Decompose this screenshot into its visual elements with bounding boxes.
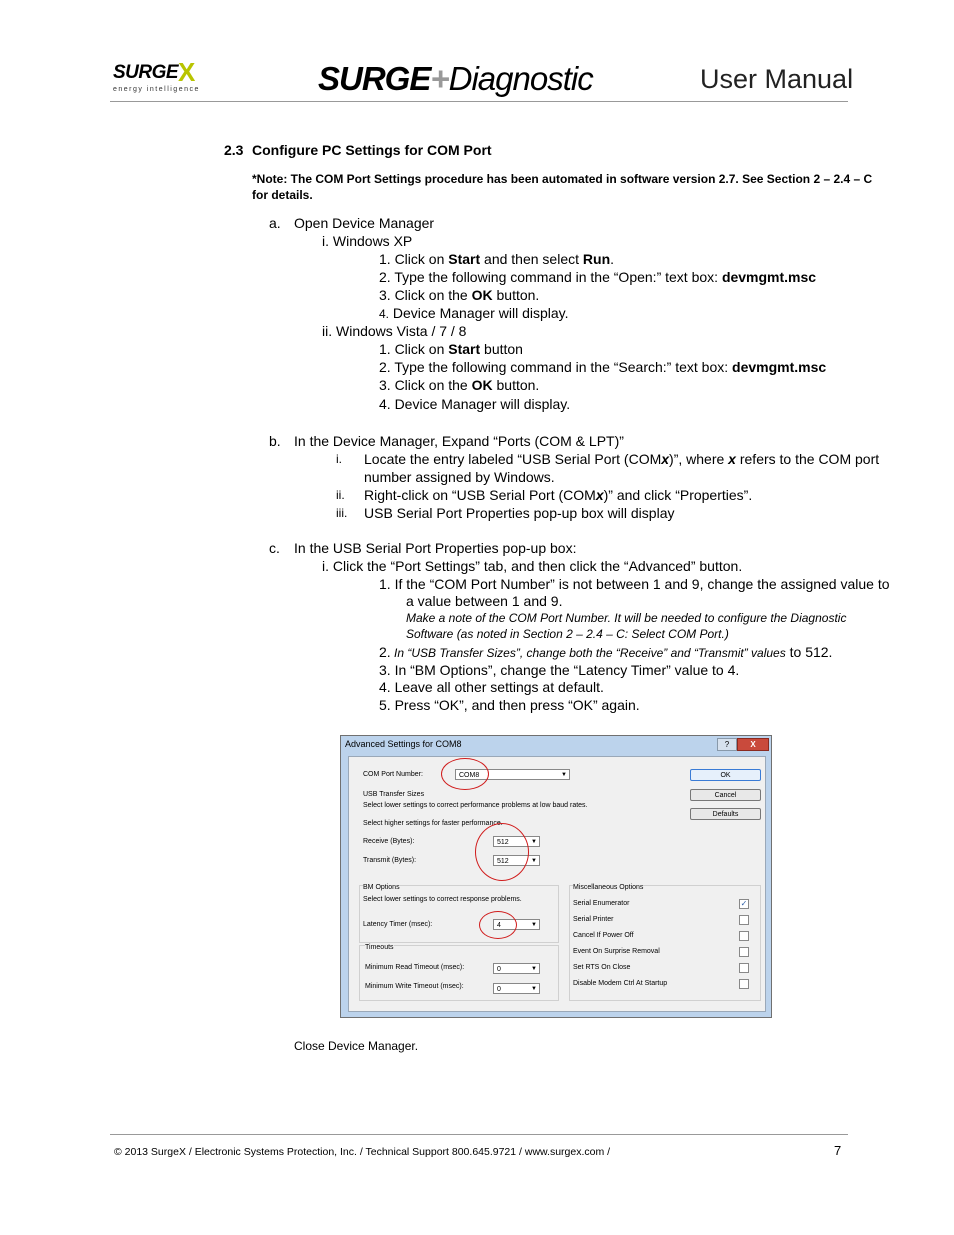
highlight-circle-transfer [475, 823, 529, 881]
misc-label-surprise-removal: Event On Surprise Removal [573, 948, 660, 955]
c-i-text: i. Click the “Port Settings” tab, and then click the “Advanced” button. [322, 558, 743, 574]
brand-plus: + [430, 60, 449, 97]
step-b-label: b. [269, 433, 281, 449]
transmit-value: 512 [497, 858, 509, 865]
ok-button[interactable]: OK [690, 769, 761, 781]
chevron-down-icon: ▼ [531, 986, 537, 992]
bm-hint: Select lower settings to correct response problems. [363, 896, 522, 903]
checkbox-rts-on-close[interactable] [739, 963, 749, 973]
page-number: 7 [834, 1143, 842, 1158]
section-title: Configure PC Settings for COM Port [252, 142, 492, 158]
highlight-circle-latency [479, 911, 517, 939]
com-port-value: COM8 [459, 772, 480, 779]
footer-text: © 2013 SurgeX / Electronic Systems Protection, Inc. / Technical Support 800.645.9721 / www.surgex.com / [114, 1146, 611, 1158]
dialog-body [348, 756, 766, 1012]
b-iii-text: USB Serial Port Properties pop-up box will display [364, 505, 675, 521]
xp-step-4: 4. Device Manager will display. [379, 305, 569, 321]
bm-options-group [359, 885, 559, 943]
c-step-1-note-b: Software (as noted in Section 2 – 2.4 – C: Select COM Port.) [406, 627, 729, 641]
surgex-logo [113, 62, 178, 84]
step-c-label: c. [269, 540, 280, 556]
manual-title: User Manual [700, 64, 854, 94]
brand-diagnostic: Diagnostic [448, 60, 593, 97]
chevron-down-icon: ▼ [531, 922, 537, 928]
misc-label-rts-on-close: Set RTS On Close [573, 964, 631, 971]
chevron-down-icon: ▼ [561, 772, 567, 778]
usb-hint-2: Select higher settings for faster performance. [363, 820, 503, 827]
vista-step-2: 2. Type the following command in the “Search:” text box: devmgmt.msc [379, 359, 827, 375]
bm-group-label: BM Options [363, 884, 400, 891]
c-step-2: 2. In “USB Transfer Sizes”, change both the “Receive” and “Transmit” values to 512. [379, 644, 833, 660]
checkbox-serial-enumerator[interactable]: ✓ [740, 899, 748, 908]
checkbox-cancel-power-off[interactable] [739, 931, 749, 941]
receive-value: 512 [497, 839, 509, 846]
step-b-title: In the Device Manager, Expand “Ports (COM & LPT)” [294, 433, 624, 449]
step-a-title: Open Device Manager [294, 215, 435, 231]
b-ii-num: ii. [336, 488, 345, 502]
highlight-circle-com [441, 758, 489, 790]
checkbox-surprise-removal[interactable] [739, 947, 749, 957]
header-rule [110, 101, 848, 102]
close-device-manager-text: Close Device Manager. [294, 1039, 419, 1053]
transmit-label: Transmit (Bytes): [363, 857, 417, 864]
usb-group-label: USB Transfer Sizes [363, 791, 425, 798]
section-number: 2.3 [224, 142, 244, 158]
vista-step-4: 4. Device Manager will display. [379, 396, 571, 412]
step-a-label: a. [269, 215, 281, 231]
usb-hint-1: Select lower settings to correct performance problems at low baud rates. [363, 802, 588, 809]
logo-x-mark: X [178, 57, 196, 87]
vista-label: ii. Windows Vista / 7 / 8 [322, 323, 467, 339]
chevron-down-icon: ▼ [531, 858, 537, 864]
chevron-down-icon: ▼ [531, 839, 537, 845]
dialog-title: Advanced Settings for COM8 [345, 739, 462, 749]
write-timeout-select[interactable] [493, 983, 540, 994]
vista-step-3: 3. Click on the OK button. [379, 377, 540, 393]
latency-value: 4 [497, 922, 501, 929]
write-timeout-value: 0 [497, 986, 501, 993]
step-c-title: In the USB Serial Port Properties pop-up box: [294, 540, 577, 556]
note-line-1: *Note: The COM Port Settings procedure has been automated in software version 2.7. See Section 2 – 2.4 – C [252, 172, 873, 186]
read-timeout-value: 0 [497, 966, 501, 973]
c-step-1a: 1. If the “COM Port Number” is not between 1 and 9, change the assigned value to [379, 576, 890, 592]
note-line-2: for details. [252, 188, 313, 202]
vista-step-1: 1. Click on Start button [379, 341, 523, 357]
c-step-4: 4. Leave all other settings at default. [379, 679, 604, 695]
b-iii-num: iii. [336, 506, 348, 520]
latency-label: Latency Timer (msec): [363, 921, 433, 928]
misc-label-serial-enumerator: Serial Enumerator [573, 900, 630, 907]
xp-step-3: 3. Click on the OK button. [379, 287, 540, 303]
brand-surge: SURGE [318, 60, 431, 97]
write-timeout-label: Minimum Write Timeout (msec): [365, 983, 464, 990]
xp-step-2: 2. Type the following command in the “Open:” text box: devmgmt.msc [379, 269, 817, 285]
checkbox-serial-printer[interactable] [739, 915, 749, 925]
b-i-num: i. [336, 452, 342, 466]
checkbox-disable-modem-ctrl[interactable] [739, 979, 749, 989]
defaults-button[interactable]: Defaults [690, 808, 761, 820]
logo-tagline: energy intelligence [113, 86, 200, 93]
xp-step-1: 1. Click on Start and then select Run. [379, 251, 615, 267]
chevron-down-icon: ▼ [531, 966, 537, 972]
b-i-text: Locate the entry labeled “USB Serial Port (COMx)”, where x refers to the COM port [364, 451, 880, 467]
misc-label-serial-printer: Serial Printer [573, 916, 614, 923]
b-i-line-2: number assigned by Windows. [364, 469, 555, 485]
misc-label-cancel-power-off: Cancel If Power Off [573, 932, 634, 939]
footer-rule [110, 1134, 848, 1135]
logo-text: SURGE [113, 62, 179, 83]
read-timeout-label: Minimum Read Timeout (msec): [365, 964, 465, 971]
c-step-3: 3. In “BM Options”, change the “Latency Timer” value to 4. [379, 662, 740, 678]
advanced-settings-dialog [340, 735, 772, 1018]
misc-label-disable-modem-ctrl: Disable Modem Ctrl At Startup [573, 980, 668, 987]
c-step-5: 5. Press “OK”, and then press “OK” again. [379, 697, 640, 713]
close-button[interactable]: X [737, 738, 769, 751]
cancel-button[interactable]: Cancel [690, 789, 761, 801]
read-timeout-select[interactable] [493, 963, 540, 974]
misc-group-label: Miscellaneous Options [573, 884, 644, 891]
c-step-1-note-a: Make a note of the COM Port Number. It will be needed to configure the Diagnostic [406, 611, 847, 625]
xp-label: i. Windows XP [322, 233, 413, 249]
com-port-label: COM Port Number: [363, 771, 423, 778]
b-ii-text: Right-click on “USB Serial Port (COMx)” and click “Properties”. [364, 487, 753, 503]
receive-label: Receive (Bytes): [363, 838, 415, 845]
c-step-1b: a value between 1 and 9. [406, 593, 563, 609]
brand-title [318, 60, 593, 98]
help-button[interactable]: ? [717, 738, 737, 751]
timeouts-group-label: Timeouts [365, 944, 394, 951]
